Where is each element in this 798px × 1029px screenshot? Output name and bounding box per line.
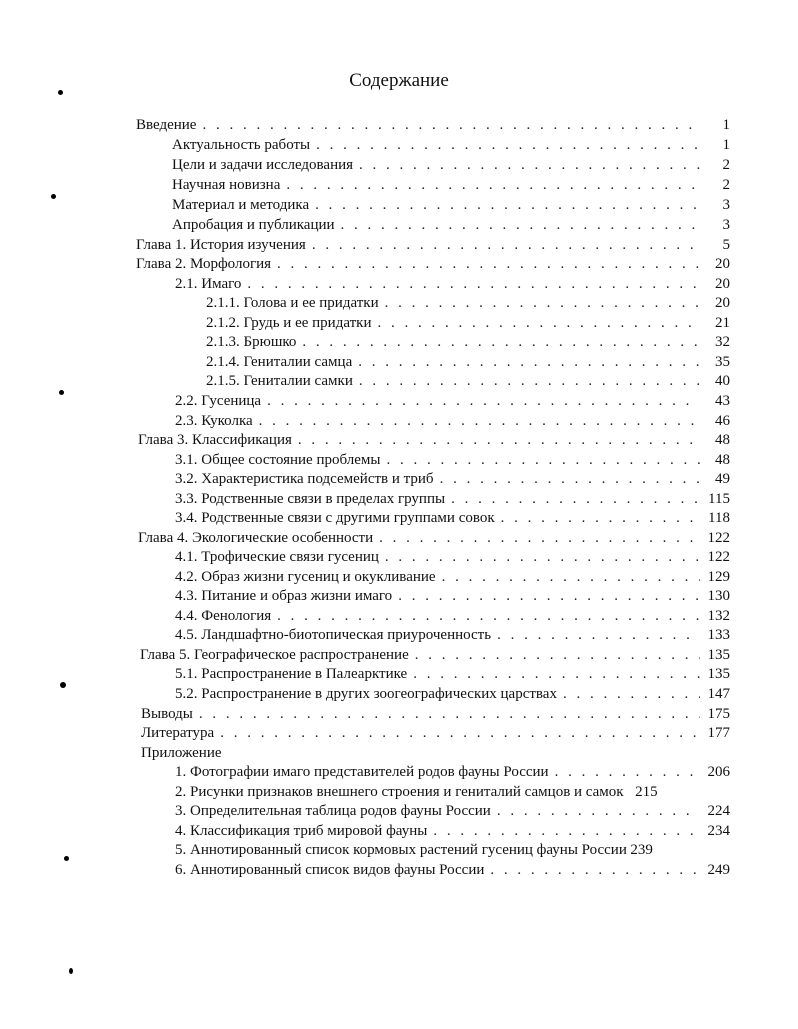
toc-entry-page: 20 [715, 295, 730, 311]
toc-entry [175, 625, 730, 645]
toc-entry [138, 430, 730, 450]
toc-entry-page: 122 [707, 549, 730, 565]
toc-entry-page: 20 [715, 276, 730, 292]
toc-entry-label: 4.3. Питание и образ жизни имаго [175, 588, 393, 604]
toc-entry-page: 46 [715, 413, 730, 429]
toc-leader-dots [415, 645, 700, 665]
toc-entry [141, 743, 730, 763]
toc-entry [175, 469, 730, 489]
toc-entry-label: Глава 2. Морфология [136, 256, 272, 272]
toc-entry-label: 2.1.3. Брюшко [206, 334, 297, 350]
toc-entry-label: 3.1. Общее состояние проблемы [175, 452, 381, 468]
toc-entry-label: 2. Рисунки признаков внешнего строения и гениталий самцов и самок [175, 784, 624, 800]
toc-entry-page: 48 [715, 452, 730, 468]
toc-entry [175, 762, 730, 782]
toc-entry-label: 4.5. Ландшафтно-биотопическая приуроченность [175, 627, 492, 643]
toc-entry-page: 135 [707, 666, 730, 682]
toc-entry [206, 371, 730, 391]
toc-entry-page: 5 [722, 237, 730, 253]
toc-entry-page: 132 [707, 608, 730, 624]
toc-entry [206, 293, 730, 313]
toc-entry [138, 528, 730, 548]
toc-leader-dots [341, 215, 700, 235]
toc-entry-label: Введение [136, 117, 197, 133]
toc-leader-dots [497, 801, 700, 821]
toc-entry-label: 2.1.4. Гениталии самца [206, 354, 353, 370]
toc-entry-page: 147 [707, 686, 730, 702]
toc-entry-page: 118 [708, 510, 730, 526]
toc-entry [141, 723, 730, 743]
toc-leader-dots [451, 489, 700, 509]
toc-leader-dots [247, 274, 700, 294]
toc-leader-dots [359, 371, 700, 391]
toc-entry-label: Глава 3. Классификация [138, 432, 292, 448]
toc-entry-label: Научная новизна [172, 177, 281, 193]
toc-entry [136, 235, 730, 255]
toc-entry-page: 20 [715, 256, 730, 272]
toc-entry-label: Апробация и публикации [172, 217, 335, 233]
toc-entry-label: Глава 5. Географическое распространение [140, 647, 409, 663]
toc-leader-dots [379, 528, 700, 548]
toc-entry [175, 606, 730, 626]
toc-entry-page: 234 [707, 823, 730, 839]
toc-leader-dots [497, 625, 700, 645]
toc-entry [175, 840, 730, 860]
toc-entry [172, 175, 730, 195]
toc-leader-dots [259, 411, 700, 431]
toc-entry [175, 450, 730, 470]
toc-entry-label: 3.3. Родственные связи в пределах группы [175, 491, 446, 507]
toc-entry [175, 586, 730, 606]
toc-entry [136, 254, 730, 274]
toc-entry [175, 664, 730, 684]
toc-leader-dots [490, 860, 700, 880]
scan-speck [60, 682, 66, 688]
toc-entry-page: 21 [715, 315, 730, 331]
toc-entry [175, 391, 730, 411]
toc-entry-label: 5.2. Распространение в других зоогеографических царствах [175, 686, 557, 702]
toc-entry [206, 313, 730, 333]
toc-entry-label: 1. Фотографии имаго представителей родов фауны России [175, 764, 549, 780]
toc-leader-dots [440, 469, 700, 489]
toc-leader-dots [501, 508, 700, 528]
toc-entry-label: Приложение [141, 745, 222, 761]
toc-entry-label: Выводы [141, 706, 193, 722]
toc-leader-dots [316, 135, 700, 155]
toc-entry-page: 133 [707, 627, 730, 643]
toc-entry-label: 2.2. Гусеница [175, 393, 262, 409]
toc-entry [140, 645, 730, 665]
toc-entry [206, 352, 730, 372]
toc-leader-dots [433, 821, 700, 841]
toc-entry-page: 129 [707, 569, 730, 585]
toc-leader-dots [385, 547, 700, 567]
toc-entry [175, 567, 730, 587]
toc-entry-label: Материал и методика [172, 197, 310, 213]
toc-entry-label: Глава 4. Экологические особенности [138, 530, 374, 546]
toc-entry-label: Актуальность работы [172, 137, 311, 153]
toc-entry-label: 2.1.5. Гениталии самки [206, 373, 353, 389]
toc-entry-page: 1 [722, 117, 730, 133]
toc-leader-dots [377, 313, 700, 333]
scan-speck [58, 90, 63, 95]
toc-entry-label: 3.2. Характеристика подсемейств и триб [175, 471, 434, 487]
toc-leader-dots [298, 430, 700, 450]
toc-entry [175, 508, 730, 528]
toc-leader-dots [199, 704, 700, 724]
toc-entry-page: 1 [722, 137, 730, 153]
toc-entry-page: 206 [707, 764, 730, 780]
toc-leader-dots [359, 155, 700, 175]
toc-leader-dots [563, 684, 700, 704]
toc-entry-page: 32 [715, 334, 730, 350]
toc-leader-dots [277, 606, 700, 626]
toc-entry-page: 215 [635, 784, 658, 800]
toc-entry [172, 195, 730, 215]
toc-entry-label: 2.1.1. Голова и ее придатки [206, 295, 379, 311]
toc-entry-page: 43 [715, 393, 730, 409]
toc-entry-page: 49 [715, 471, 730, 487]
toc-entry-label: 5.1. Распространение в Палеарктике [175, 666, 408, 682]
toc-entry [175, 684, 730, 704]
toc-entry-label: Литература [141, 725, 215, 741]
toc-entry [175, 782, 730, 802]
toc-entry [175, 801, 730, 821]
toc-entry-page: 175 [707, 706, 730, 722]
toc-leader-dots [555, 762, 700, 782]
scan-speck [69, 968, 73, 974]
toc-entry-label: 4.4. Фенология [175, 608, 272, 624]
scan-speck [59, 390, 64, 395]
toc-entry-label: Цели и задачи исследования [172, 157, 354, 173]
toc-entry-label: 4.1. Трофические связи гусениц [175, 549, 379, 565]
toc-entry [172, 155, 730, 175]
toc-entry-page: 239 [630, 842, 653, 858]
toc-leader-dots [358, 352, 700, 372]
toc-entry-page: 3 [722, 217, 730, 233]
toc-leader-dots [267, 391, 700, 411]
toc-entry [175, 860, 730, 880]
toc-entry-page: 224 [707, 803, 730, 819]
toc-entry-label: 2.3. Куколка [175, 413, 253, 429]
toc-entry [175, 274, 730, 294]
toc-leader-dots [277, 254, 700, 274]
toc-entry-page: 135 [707, 647, 730, 663]
toc-entry [172, 135, 730, 155]
toc-entry [206, 332, 730, 352]
toc-entry-label: 4.2. Образ жизни гусениц и окукливание [175, 569, 436, 585]
toc-entry [175, 547, 730, 567]
toc-entry [136, 115, 730, 135]
toc-leader-dots [442, 567, 700, 587]
toc-entry-page: 35 [715, 354, 730, 370]
toc-leader-dots [286, 175, 700, 195]
page-title: Содержание [349, 70, 449, 91]
scan-speck [51, 194, 56, 199]
toc-entry-page: 2 [722, 177, 730, 193]
toc-entry [141, 704, 730, 724]
toc-entry-page: 115 [708, 491, 730, 507]
toc-entry-label: 3. Определительная таблица родов фауны России [175, 803, 491, 819]
toc-entry [175, 821, 730, 841]
toc-entry-page: 3 [722, 197, 730, 213]
scan-speck [64, 856, 69, 861]
toc-entry-label: Глава 1. История изучения [136, 237, 306, 253]
toc-leader-dots [386, 450, 700, 470]
toc-leader-dots [302, 332, 700, 352]
toc-leader-dots [413, 664, 700, 684]
toc-entry-label: 3.4. Родственные связи с другими группами совок [175, 510, 495, 526]
toc-entry [175, 489, 730, 509]
toc-leader-dots [220, 723, 700, 743]
toc-entry-label: 4. Классификация триб мировой фауны [175, 823, 428, 839]
toc-entry-label: 5. Аннотированный список кормовых растений гусениц фауны России [175, 842, 627, 858]
toc-leader-dots [202, 115, 700, 135]
toc-entry-page: 48 [715, 432, 730, 448]
toc-entry-page: 2 [722, 157, 730, 173]
toc-entry-page: 122 [707, 530, 730, 546]
toc-entry-label: 2.1.2. Грудь и ее придатки [206, 315, 372, 331]
toc-entry-page: 130 [707, 588, 730, 604]
toc-leader-dots [312, 235, 700, 255]
toc-entry-page: 249 [707, 862, 730, 878]
toc-entry-label: 2.1. Имаго [175, 276, 242, 292]
toc-entry-label: 6. Аннотированный список видов фауны России [175, 862, 485, 878]
toc-entry [175, 411, 730, 431]
toc-entry-page: 40 [715, 373, 730, 389]
toc-entry-page: 177 [707, 725, 730, 741]
toc-leader-dots [315, 195, 700, 215]
toc-entry [172, 215, 730, 235]
toc-leader-dots [385, 293, 700, 313]
toc-leader-dots [398, 586, 700, 606]
